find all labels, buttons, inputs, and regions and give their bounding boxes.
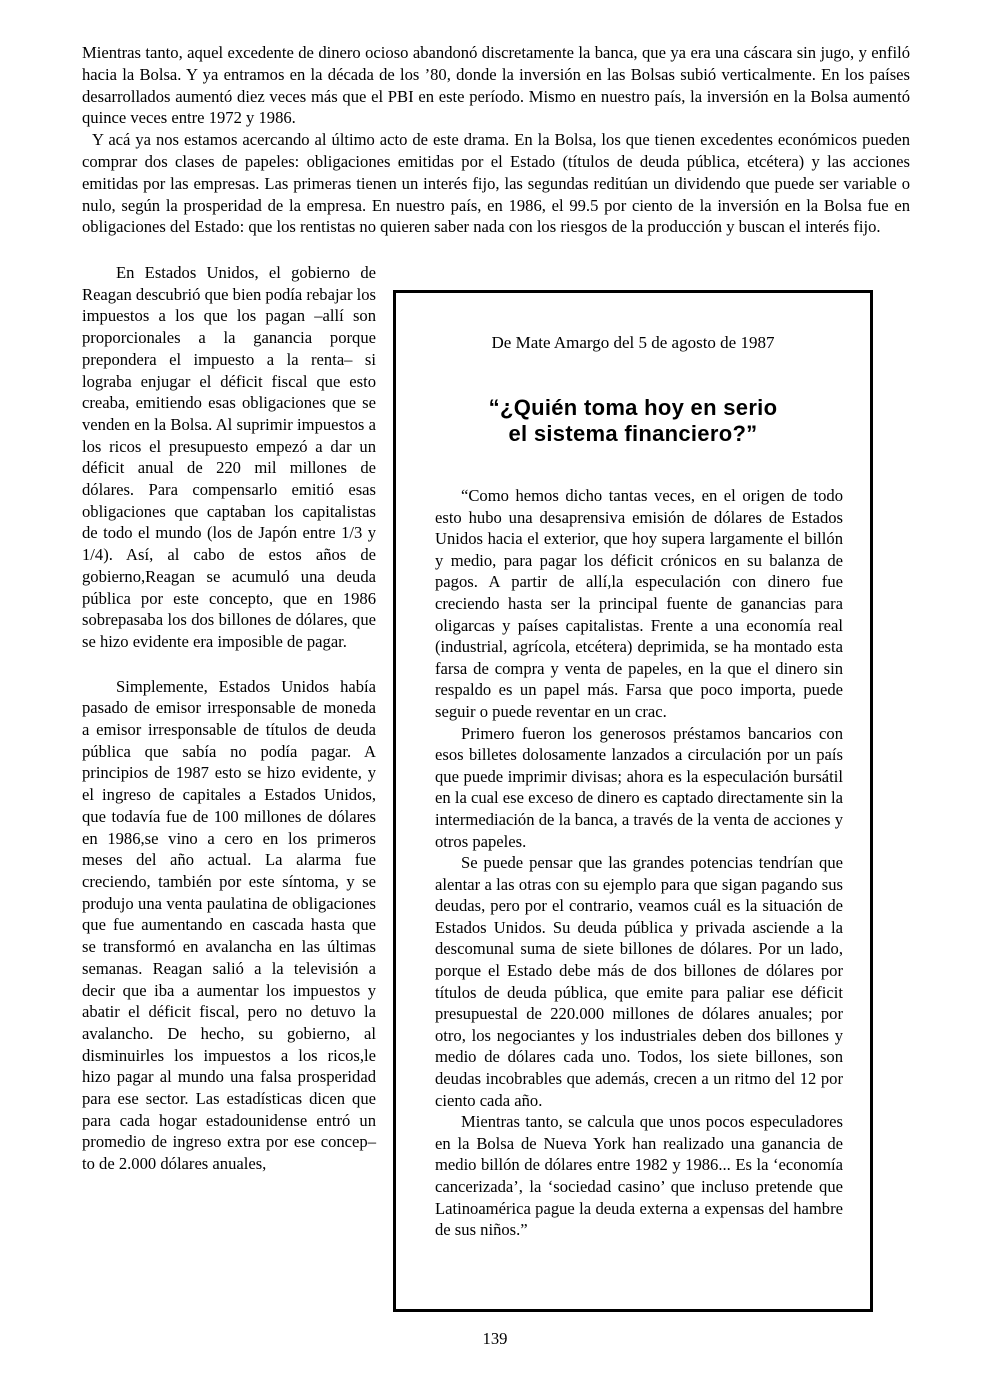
intro-paragraph-1: Mientras tanto, aquel excedente de dinero ocioso abandonó discretamente la banca, que ya era una cáscara sin jugo, y enfiló hacia la Bolsa. Y ya entramos en la década de los ’80, donde la inversión en las Bolsas subió verticalmente. En los países desarrollados aumentó diez veces más que el PBI en este período. Mismo en nuestro país, la inversión en la Bolsa aumentó quince veces entre 1972 y 1986. [82, 43, 910, 128]
quote-source: De Mate Amargo del 5 de agosto de 1987 [491, 333, 775, 352]
quote-paragraph-2: Primero fueron los generosos préstamos bancarios con esos billetes dolosamente lanzados a circulación por un país que puede imprimir divisas; ahora es la especulación bursátil en la cual ese exceso de dinero es captado directamente sin la intermediación de la banca, a través de la venta de acciones y otros papeles. [435, 723, 843, 851]
quote-heading [396, 395, 870, 447]
left-paragraph-2: Simplemente, Estados Unidos había pasado de emisor irresponsable de moneda a emisor irresponsable de títulos de deuda pública que sabía no podía pagar. A principios de 1987 esto se hizo evidente, y el ingreso de capitales a Estados Unidos, que todavía fue de 100 millones de dólares en 1986,se vino a cero en los primeros meses del año actual. La alarma fue creciendo, también por este síntoma, y se produjo una venta paulatina de obligaciones que fue aumentando en cascada hasta que se transformó en avalancha en las últimas semanas. Reagan salió a la televisión a decir que iba a aumentar los impuestos y abatir el déficit fiscal, pero no detuvo la avalancho. De hecho, su gobierno, al disminuirles los impuestos a los ricos,le hizo pagar al mundo una falsa prosperidad para ese sector. Las estadísticas dicen que para cada hogar estadounidense entró un promedio de ingreso extra por ese concep–to de 2.000 dólares anuales, [82, 676, 376, 1174]
left-column [82, 262, 376, 1175]
quote-heading-line-1: “¿Quién toma hoy en serio [488, 395, 778, 420]
quote-box [393, 290, 873, 1312]
left-paragraph-1: En Estados Unidos, el gobierno de Reagan descubrió que bien podía rebajar los impuestos a los que los pagan –allí son proporcionales a la ganancia porque prepondera el impuesto a la renta– si lograba enjugar el déficit fiscal que esto creaba, emitiendo esas obligaciones que se venden en la Bolsa. Al suprimir impuestos a los ricos el presupuesto empezó a dar un déficit anual de 220 mil millones de dólares. Para compensarlo emitió esas obligaciones que captaban los capitalistas de todo el mundo (los de Japón entre 1/3 y 1/4). Así, al cabo de estos años de gobierno,Reagan se acumuló una deuda pública por este concepto, que en 1986 sobrepasaba los dos billones de dólares, que se hizo evidente era imposible de pagar. [82, 263, 376, 651]
intro-text [82, 42, 910, 238]
quote-paragraph-4: Mientras tanto, se calcula que unos pocos especuladores en la Bolsa de Nueva York han realizado una ganancia de medio billón de dólares entre 1982 y 1986... Es la ‘economía cancerizada’, la ‘sociedad casino’ que incluso pretende que Latinoamérica pague la deuda externa a expensas del hambre de sus niños.” [435, 1112, 843, 1240]
quote-heading-line-2: el sistema financiero?” [508, 421, 758, 446]
intro-paragraph-2: Y acá ya nos estamos acercando al último acto de este drama. En la Bolsa, los que tienen excedentes económicos pueden comprar dos clases de papeles: obligaciones emitidas por el Estado (títulos de deuda pública, etcétera) y las acciones emitidas por las empresas. Las primeras tienen un interés fijo, las segundas reditúan un dividendo que puede ser variable o nulo, según la prosperidad de la empresa. En nuestro país, en 1986, el 99.5 por ciento de la inversión en la Bolsa fue en obligaciones del Estado: que los rentistas no quieren saber nada con los riesgos de la producción y buscan el interés fijo. [82, 130, 910, 237]
page-number: 139 [482, 1329, 508, 1348]
quote-paragraph-3: Se puede pensar que las grandes potencias tendrían que alentar a las otras con su ejemplo para que sigan pagando sus deudas, pero por el contrario, veamos cuál es la situación de Estados Unidos. Su deuda pública y privada asciende a la descomunal suma de siete billones de dólares. Por un lado, porque el Estado debe más de dos billones de dólares por títulos de deuda pública, que emite para paliar ese déficit presupuestal de 220.000 millones de dólares anuales; por otro, los negociantes y los industriales deben dos billones y medio de dólares cada uno. Todos, los siete billones, son deudas incobrables que además, crecen a un ritmo del 12 por ciento cada año. [435, 853, 843, 1110]
quote-paragraph-1: “Como hemos dicho tantas veces, en el origen de todo esto hubo una desaprensiva emisión de dólares de Estados Unidos hacia el exterior, que hoy supera largamente el billón y medio, para pagar los déficit crónicos en su balanza de pagos. A partir de allí,la especulación con dinero fue creciendo hasta ser la principal fuente de ganancias para oligarcas y países capitalistas. Frente a una economía real (industrial, agrícola, etcétera) deprimida, se ha montado esta farsa de compra y venta de papeles, en la que el dinero sin respaldo es un papel más. Farsa que poco importa, puede seguir o puede reventar en un crac. [435, 486, 843, 721]
quote-body [435, 485, 843, 1241]
